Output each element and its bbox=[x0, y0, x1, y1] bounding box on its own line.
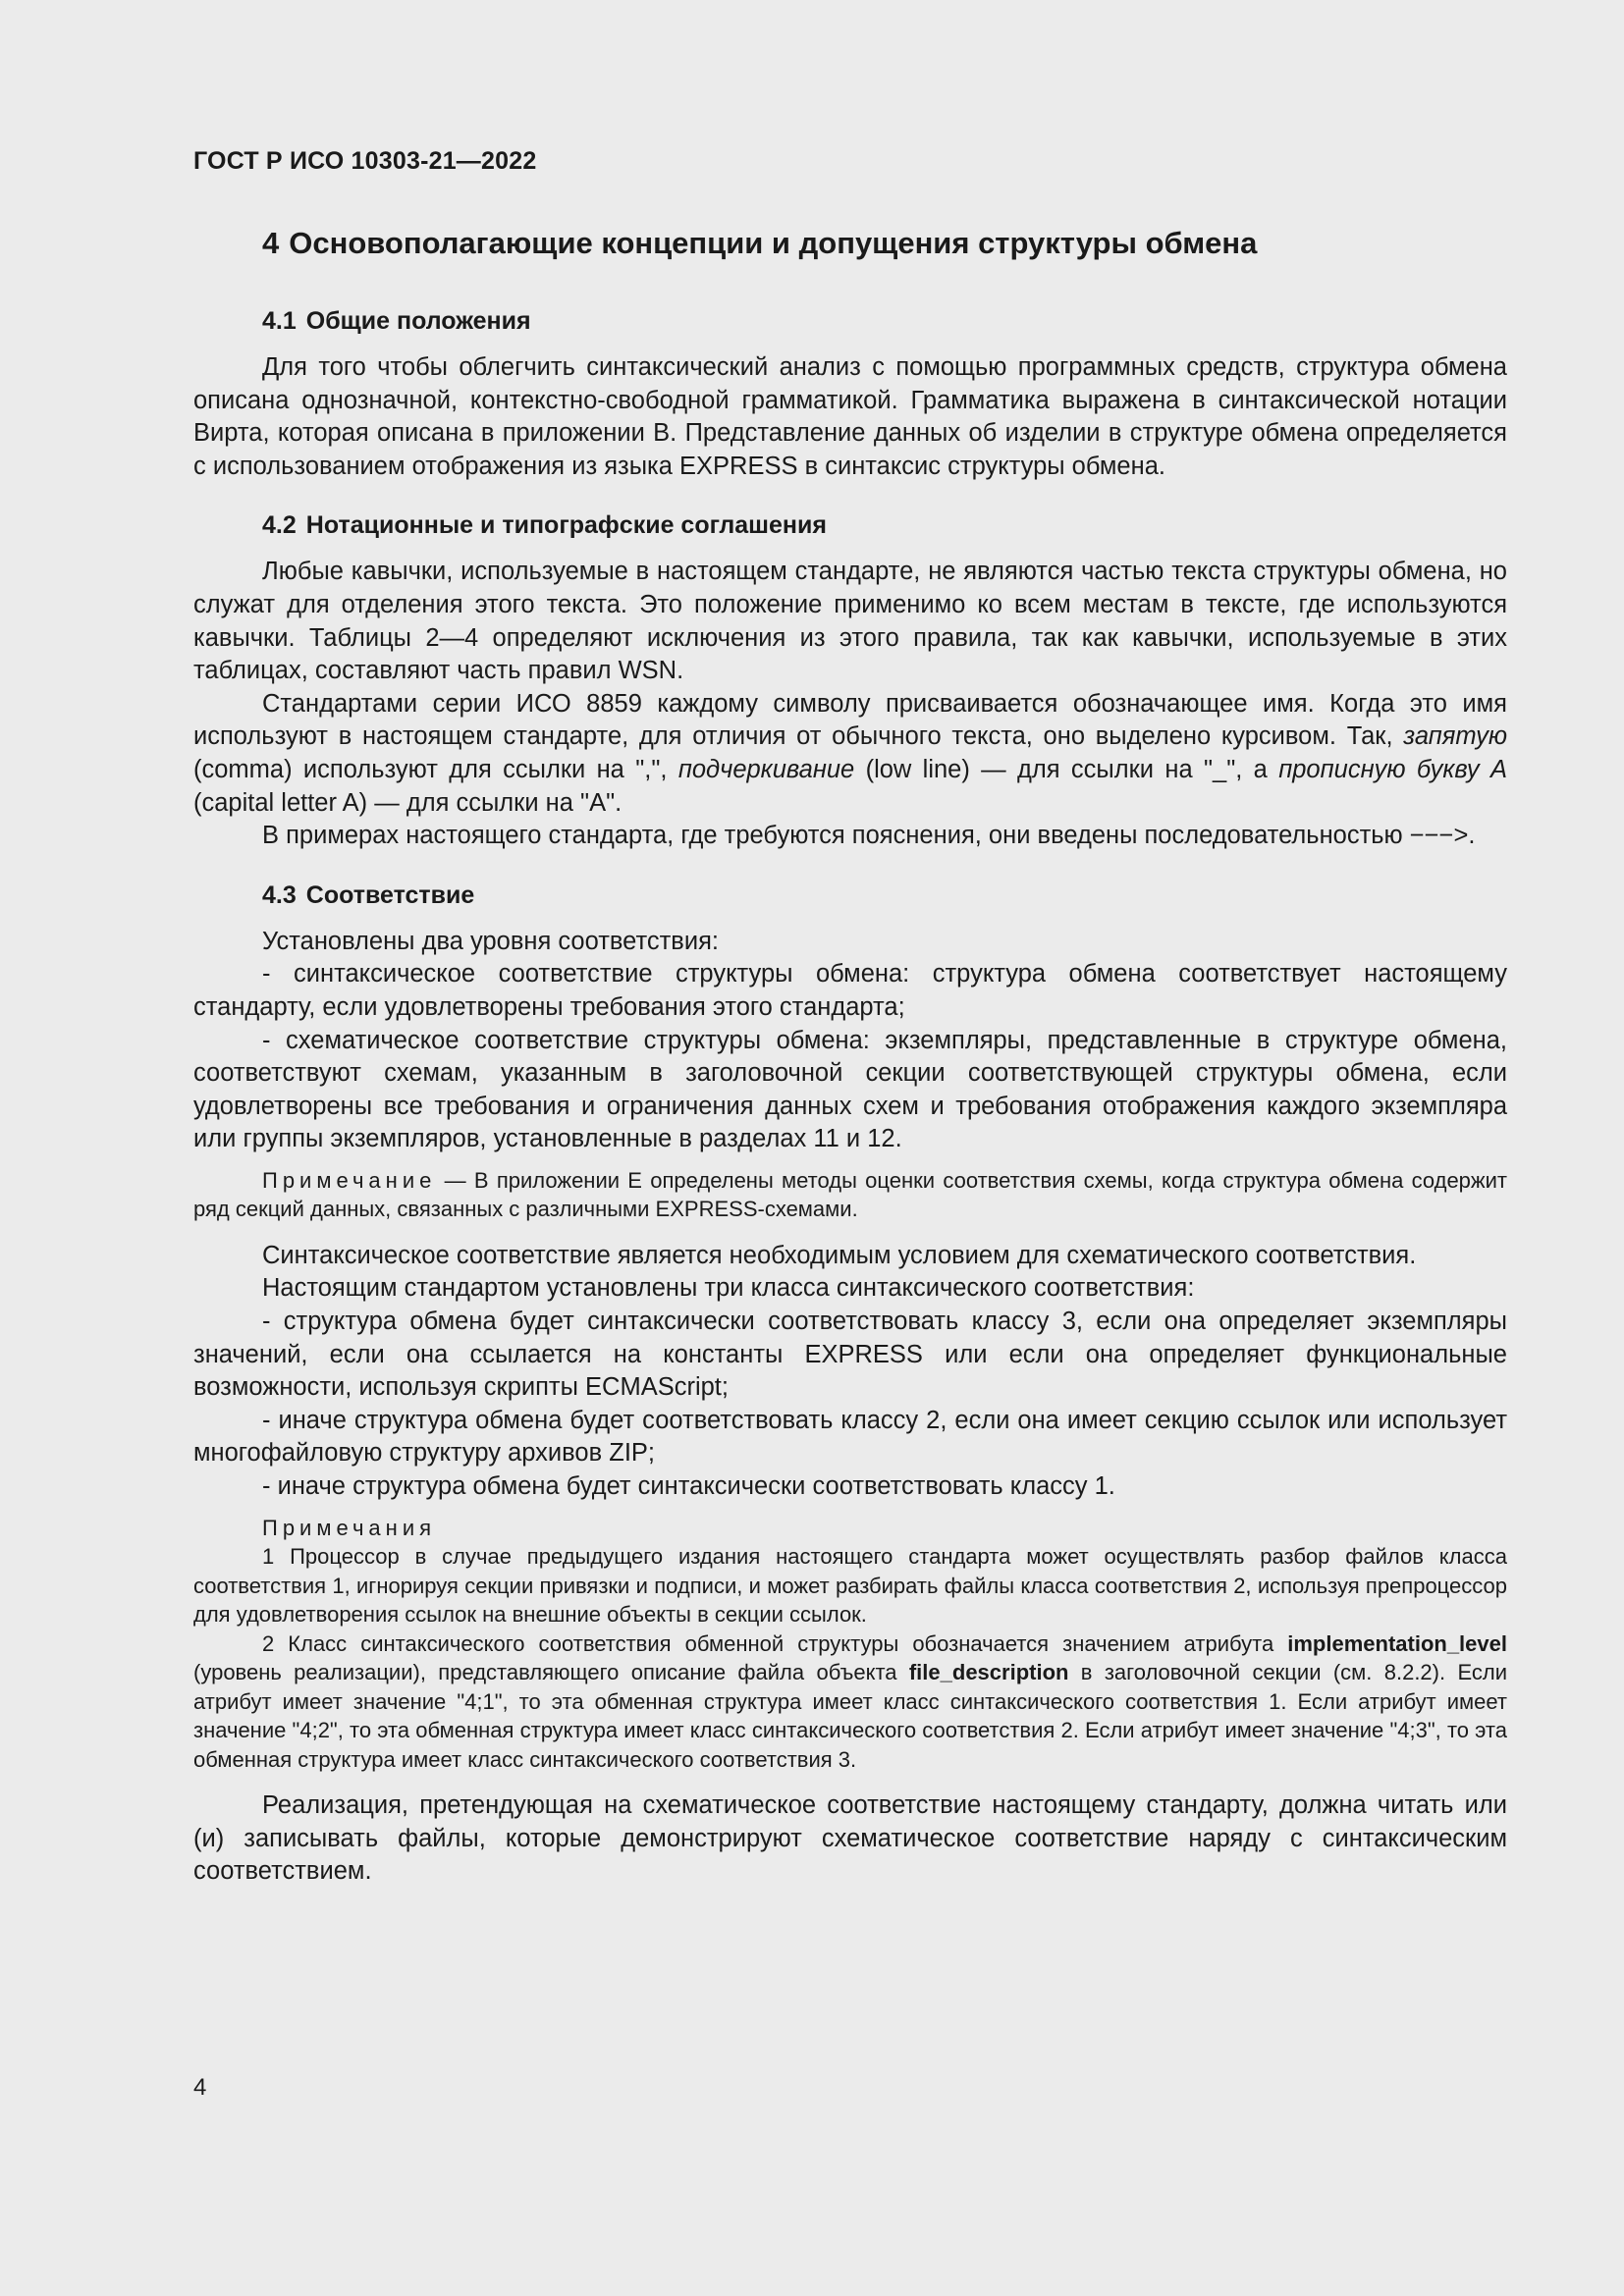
object-name: file_description bbox=[908, 1660, 1069, 1685]
note-label: Примечание bbox=[262, 1167, 437, 1193]
note bbox=[193, 1166, 1507, 1224]
notes-label: Примечания bbox=[262, 1515, 437, 1540]
subsection-4-1-heading bbox=[262, 304, 1507, 338]
paragraph: Установлены два уровня соответствия: bbox=[262, 927, 719, 955]
text-run: (comma) используют для ссылки на ",", bbox=[193, 755, 678, 783]
list-item: - синтаксическое соответствие структуры обмена: структура обмена соответствует настоящему стандарту, если удовлетворены требования этого стандарта; bbox=[193, 960, 1507, 1021]
section-4-heading bbox=[262, 222, 1507, 265]
note-text: — В приложении Е определены методы оценки соответствия схемы, когда структура обмена содержит ряд секций данных, связанных с различными EXPRESS-схемами. bbox=[193, 1167, 1507, 1222]
paragraph: Для того чтобы облегчить синтаксический анализ с помощью программных средств, структура обмена описана однозначной, контекстно-свободной грамматикой. Грамматика выражена в синтаксической нотации Вирта, которая описана в приложении В. Представление данных об изделии в структуре обмена определяется с использованием отображения из языка EXPRESS в синтаксис структуры обмена. bbox=[193, 353, 1507, 480]
text-run: 2 Класс синтаксического соответствия обменной структуры обозначается значением атрибута bbox=[262, 1630, 1288, 1656]
paragraph-character-names bbox=[193, 688, 1507, 820]
paragraph: Любые кавычки, используемые в настоящем стандарте, не являются частью текста структуры обмена, но служат для отделения этого текста. Это положение применимо ко всем местам в тексте, где используются кавычки. Таблицы 2—4 определяют исключения из этого правила, так как кавычки, используемые в этих таблицах, составляют часть правил WSN. bbox=[193, 558, 1507, 685]
subsection-4-3-heading bbox=[262, 879, 1507, 912]
subsection-number: 4.3 bbox=[262, 881, 297, 909]
list-item: - иначе структура обмена будет синтаксически соответствовать классу 1. bbox=[262, 1472, 1115, 1501]
page-content bbox=[193, 222, 1507, 1889]
italic-term: прописную букву А bbox=[1278, 755, 1507, 783]
standard-header: ГОСТ Р ИСО 10303-21—2022 bbox=[193, 147, 537, 175]
italic-term: подчеркивание bbox=[677, 755, 855, 783]
list-item: - иначе структура обмена будет соответствовать классу 2, если она имеет секцию ссылок или использует многофайловую структуру архивов ZIP; bbox=[193, 1406, 1507, 1468]
subsection-number: 4.1 bbox=[262, 307, 297, 335]
paragraph: Настоящим стандартом установлены три класса синтаксического соответствия: bbox=[262, 1274, 1195, 1303]
paragraph: Реализация, претендующая на схематическое соответствие настоящему стандарту, должна читать или (и) записывать файлы, которые демонстрируют схематическое соответствие наряду с синтаксическим соответствием. bbox=[193, 1791, 1507, 1886]
attribute-name: implementation_level bbox=[1287, 1630, 1507, 1656]
note-item bbox=[193, 1629, 1507, 1775]
text-run: (уровень реализации), представляющего описание файла объекта bbox=[193, 1660, 909, 1685]
text-run: в заголовочной секции (см. 8.2.2). Если атрибут имеет значение "4;1", то эта обменная структура имеет класс синтаксического соответствия 1. Если атрибут имеет значение "4;2", то эта обменная структура имеет класс синтаксического соответствия 2. Если атрибут имеет значение "4;3", то эта обменная структура имеет класс синтаксического соответствия 3. bbox=[193, 1660, 1508, 1772]
paragraph: В примерах настоящего стандарта, где требуются пояснения, они введены последовательностью −−−>. bbox=[262, 822, 1476, 850]
paragraph: Синтаксическое соответствие является необходимым условием для схематического соответствия. bbox=[262, 1241, 1417, 1269]
section-number: 4 bbox=[262, 226, 280, 260]
text-run: Стандартами серии ИСО 8859 каждому символу присваивается обозначающее имя. Когда это имя используют в настоящем стандарте, для отличия от обычного текста, оно выделено курсивом. Так, bbox=[193, 689, 1507, 751]
subsection-4-2-heading bbox=[262, 508, 1507, 542]
list-item: - структура обмена будет синтаксически соответствовать классу 3, если она определяет экземпляры значений, если она ссылается на константы EXPRESS или если она определяет функциональные возможности, используя скрипты ECMAScript; bbox=[193, 1308, 1507, 1402]
subsection-title: Общие положения bbox=[305, 307, 531, 335]
subsection-title: Нотационные и типографские соглашения bbox=[305, 511, 827, 540]
text-run: (capital letter A) — для ссылки на "A". bbox=[193, 788, 623, 817]
list-item: - схематическое соответствие структуры обмена: экземпляры, представленные в структуре обмена, соответствуют схемам, указанным в заголовочной секции соответствующей структуры обмена, если удовлетворены все требования и ограничения данных схем и требования отображения каждого экземпляра или группы экземпляров, установленные в разделах 11 и 12. bbox=[193, 1026, 1507, 1153]
text-run: (low line) — для ссылки на "_", а bbox=[854, 755, 1279, 783]
subsection-number: 4.2 bbox=[262, 511, 297, 540]
note-item: 1 Процессор в случае предыдущего издания настоящего стандарта может осуществлять разбор файлов класса соответствия 1, игнорируя секции привязки и подписи, и может разбирать файлы класса соответствия 2, используя препроцессор для удовлетворения ссылок на внешние объекты в секции ссылок. bbox=[193, 1544, 1507, 1628]
italic-term: запятую bbox=[1403, 722, 1507, 751]
subsection-title: Соответствие bbox=[305, 881, 475, 909]
page-number: 4 bbox=[193, 2074, 207, 2101]
section-title: Основополагающие концепции и допущения структуры обмена bbox=[289, 226, 1258, 260]
